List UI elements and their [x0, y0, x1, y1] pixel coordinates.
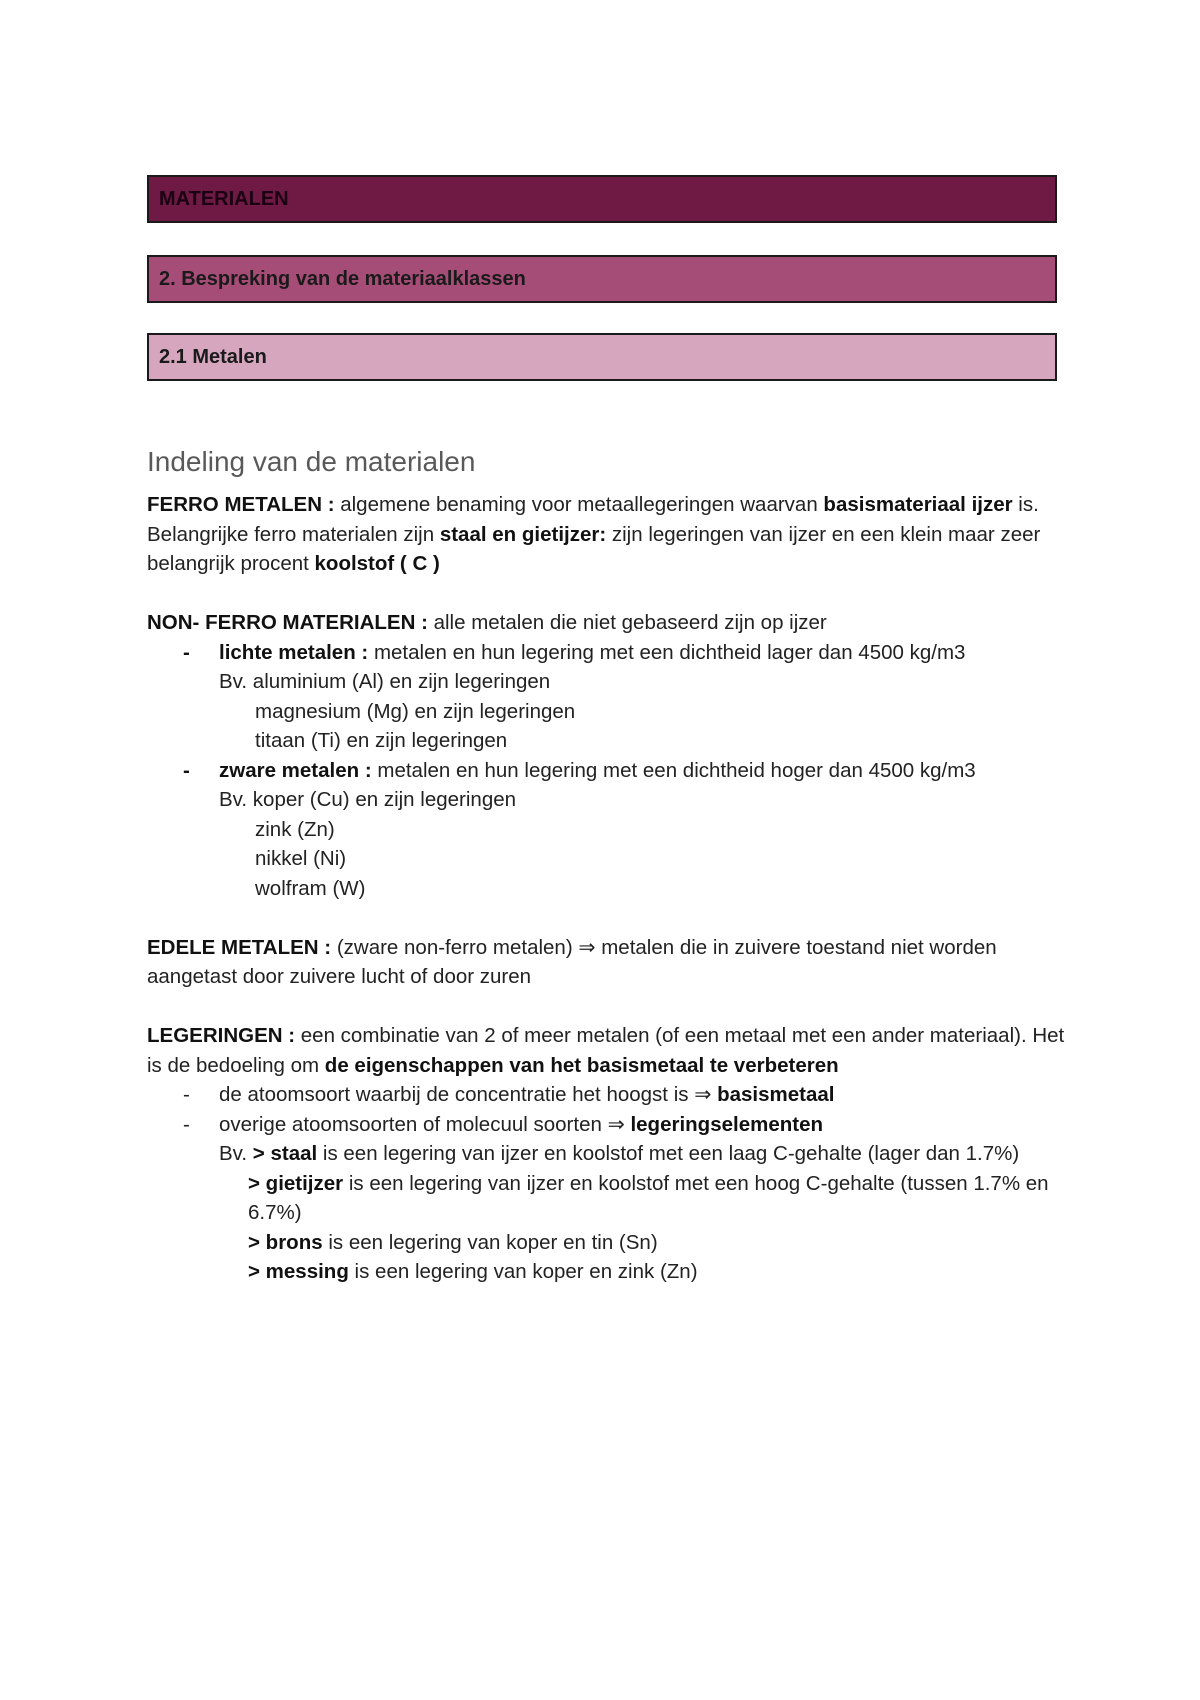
list-item: [147, 756, 1067, 786]
example-line: magnesium (Mg) en zijn legeringen: [255, 699, 576, 723]
bullet: -: [183, 1112, 190, 1136]
heavy-metals-desc: metalen en hun legering met een dichtheid hoger dan 4500 kg/m3: [371, 758, 976, 782]
subtitle: Indeling van de materialen: [147, 446, 476, 477]
bullet: -: [183, 758, 190, 782]
list-item: [147, 638, 1067, 668]
ferro-term: FERRO METALEN :: [147, 493, 335, 516]
main-title: MATERIALEN: [159, 188, 289, 210]
ferro-text-3: zijn legeringen van ijzer en een klein maar zeer belangrijk procent: [147, 522, 1041, 575]
example-line: titaan (Ti) en zijn legeringen: [255, 729, 508, 752]
leg-paragraph: [147, 1021, 1067, 1080]
nonferro-term: NON- FERRO MATERIALEN :: [147, 611, 428, 634]
example-prefix: Bv.: [219, 1142, 253, 1165]
leg-item1-bold: basismetaal: [717, 1083, 835, 1106]
ferro-bold-2: staal en gietijzer:: [439, 522, 607, 546]
example-line: [147, 1257, 1067, 1287]
example-line: nikkel (Ni): [255, 847, 347, 870]
example-term-gietijzer: > gietijzer: [248, 1171, 344, 1195]
leg-item1-text: de atoomsoort waarbij de concentratie het hoogst is ⇒: [219, 1083, 718, 1106]
example-term-brons: > brons: [248, 1230, 323, 1254]
light-metals-term: lichte metalen :: [219, 640, 369, 664]
example-line: wolfram (W): [255, 876, 366, 900]
example-term-staal: > staal: [252, 1142, 318, 1165]
edel-term: EDELE METALEN :: [147, 935, 332, 959]
leg-item2-bold: legeringselementen: [630, 1112, 823, 1136]
example-line: Bv. aluminium (Al) en zijn legeringen: [219, 670, 551, 693]
nonferro-paragraph: [147, 608, 1067, 638]
ferro-text-1: algemene benaming voor metaallegeringen waarvan: [334, 493, 824, 516]
edel-desc: (zware non-ferro metalen) ⇒ metalen die in zuivere toestand niet worden aangetast door zuivere lucht of door zuren: [147, 935, 997, 988]
heavy-metals-term: zware metalen :: [219, 758, 372, 782]
chapter-title: 2. Bespreking van de materiaalklassen: [159, 268, 526, 290]
bullet: -: [183, 1083, 190, 1106]
example-text-messing: is een legering van koper en zink (Zn): [348, 1260, 698, 1283]
list-item: [147, 1110, 1067, 1140]
list-item: [147, 1080, 1067, 1110]
example-line: [147, 1228, 1067, 1258]
ferro-paragraph: [147, 490, 1067, 579]
example-line: zink (Zn): [255, 817, 335, 841]
section-title: 2.1 Metalen: [159, 346, 267, 368]
example-line: [147, 1169, 1067, 1228]
document-body: [147, 490, 1067, 1287]
bullet: -: [183, 640, 190, 664]
leg-text-1: een combinatie van 2 of meer metalen (of een metaal met een ander materiaal). Het is de bedoeling om: [147, 1024, 1065, 1077]
ferro-bold-3: koolstof ( C ): [314, 552, 440, 575]
example-text-staal: is een legering van ijzer en koolstof met een laag C-gehalte (lager dan 1.7%): [317, 1142, 1020, 1165]
chapter-bar: [147, 255, 1057, 303]
ferro-bold-1: basismateriaal ijzer: [823, 493, 1013, 516]
main-title-bar: [147, 175, 1057, 223]
nonferro-desc: alle metalen die niet gebaseerd zijn op ijzer: [427, 611, 827, 634]
section-bar: [147, 333, 1057, 381]
ferro-text-2: is. Belangrijke ferro materialen zijn: [147, 493, 1039, 546]
example-text-gietijzer: is een legering van ijzer en koolstof met een hoog C-gehalte (tussen 1.7% en 6.7%): [248, 1171, 1049, 1224]
example-text-brons: is een legering van koper en tin (Sn): [322, 1230, 658, 1254]
example-line: Bv. koper (Cu) en zijn legeringen: [219, 788, 517, 811]
edel-paragraph: [147, 933, 1067, 992]
leg-term: LEGERINGEN :: [147, 1024, 296, 1047]
light-metals-desc: metalen en hun legering met een dichtheid lager dan 4500 kg/m3: [368, 640, 966, 664]
example-line: [147, 1139, 1067, 1169]
leg-item2-text: overige atoomsoorten of molecuul soorten ⇒: [219, 1112, 631, 1136]
leg-bold-1: de eigenschappen van het basismetaal te verbeteren: [324, 1053, 839, 1077]
example-term-messing: > messing: [248, 1260, 349, 1283]
